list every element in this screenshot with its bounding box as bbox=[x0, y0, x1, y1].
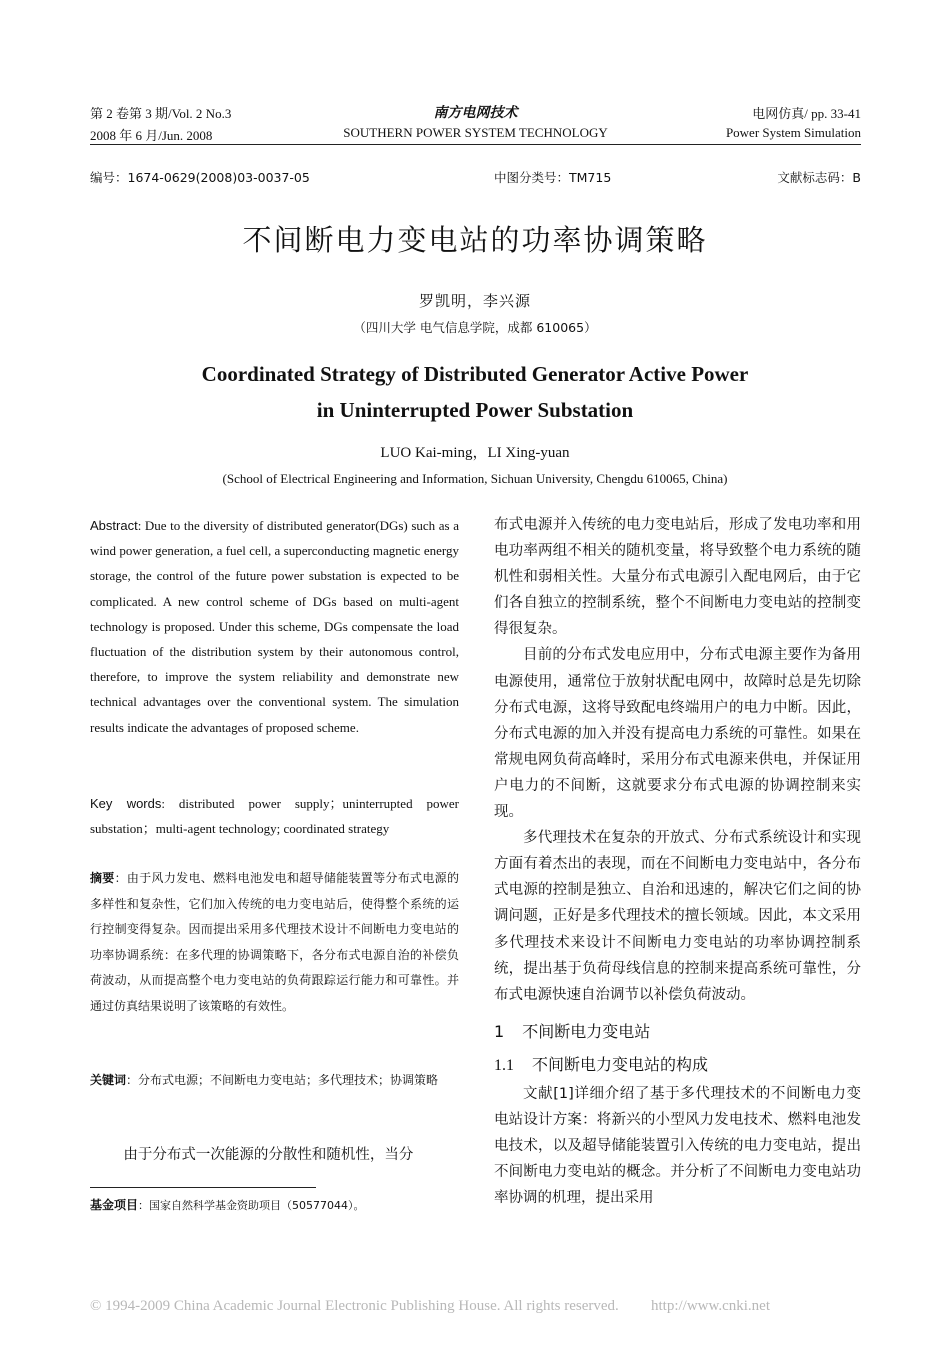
header-volume: 第 2 卷第 3 期/Vol. 2 No.3 bbox=[90, 106, 232, 121]
section-1-1-number: 1.1 bbox=[494, 1056, 514, 1074]
abstract-cn bbox=[90, 866, 459, 1020]
affiliation-en: (School of Electrical Engineering and Information, Sichuan University, Chengdu 610065, China) bbox=[222, 471, 728, 486]
keywords-cn-label: 关键词 bbox=[90, 1073, 127, 1087]
title-en-line2: in Uninterrupted Power Substation bbox=[316, 398, 634, 422]
journal-name-cn: 南方电网技术 bbox=[433, 105, 518, 121]
abstract-en bbox=[90, 513, 459, 740]
authors-en: LUO Kai-ming，LI Xing-yuan bbox=[380, 445, 570, 461]
header-date: 2008 年 6 月/Jun. 2008 bbox=[90, 128, 213, 143]
document-code: 文献标志码：B bbox=[777, 170, 861, 185]
funding-text: ：国家自然科学基金资助项目（50577044）。 bbox=[138, 1199, 365, 1212]
classification-number: 中图分类号：TM715 bbox=[494, 170, 612, 185]
paragraph-3: 多代理技术在复杂的开放式、分布式系统设计和实现方面有着杰出的表现，而在不间断电力变电站中，各分布式电源的控制是独立、自治和迅速的，解决它们之间的协调问题，正好是多代理技术的擅长领域。因此，本文采用多代理技术来设计不间断电力变电站的功率协调控制系统，提出基于负荷母线信息的控制来提高系统可靠性，分布式电源快速自治调节以补偿负荷波动。 bbox=[494, 830, 861, 1003]
abstract-cn-label: 摘要 bbox=[90, 871, 115, 885]
header-section-pages: 电网仿真/ pp. 33-41 bbox=[752, 106, 861, 121]
section-1-title: 不间断电力变电站 bbox=[522, 1021, 651, 1041]
header-rule bbox=[90, 144, 861, 145]
paragraph-2: 目前的分布式发电应用中，分布式电源主要作为备用电源使用，通常位于放射状配电网中，故障时总是先切除分布式电源，这将导致配电终端用户的电力中断。因此，分布式电源的加入并没有提高电力系统的可靠性。如果在常规电网负荷高峰时，采用分布式电源来供电，并保证用户电力的不间断，这就要求分布式电源的协调控制来实现。 bbox=[494, 647, 861, 821]
journal-name-en: SOUTHERN POWER SYSTEM TECHNOLOGY bbox=[343, 125, 608, 140]
abstract-cn-text: ：由于风力发电、燃料电池发电和超导储能装置等分布式电源的多样性和复杂性，它们加入传统的电力变电站后，使得整个系统的运行控制变得复杂。因而提出采用多代理技术设计不间断电力变电站的功率协调系统：在多代理的协调策略下，各分布式电源自治的补偿负荷波动，从而提高整个电力变电站的负荷跟踪运行能力和可靠性。并通过仿真结果说明了该策略的有效性。 bbox=[90, 871, 459, 1013]
authors-cn: 罗凯明，李兴源 bbox=[418, 292, 531, 310]
funding-label: 基金项目 bbox=[90, 1198, 139, 1212]
header-section-en: Power System Simulation bbox=[725, 125, 861, 140]
keywords-cn-text: ：分布式电源；不间断电力变电站；多代理技术；协调策略 bbox=[126, 1073, 439, 1087]
keywords-cn bbox=[90, 1068, 459, 1094]
title-cn: 不间断电力变电站的功率协调策略 bbox=[242, 223, 708, 257]
section-1-1-title: 不间断电力变电站的构成 bbox=[532, 1054, 709, 1074]
keywords-label: Key words bbox=[90, 796, 162, 811]
cnki-url[interactable]: http://www.cnki.net bbox=[651, 1298, 771, 1314]
paragraph-1: 布式电源并入传统的电力变电站后，形成了发电功率和用电功率两组不相关的随机变量，将导致整个电力系统的随机性和弱相关性。大量分布式电源引入配电网后，由于它们各自独立的控制系统，整个不间断电力变电站的控制变得很复杂。 bbox=[494, 517, 861, 638]
affiliation-cn: （四川大学 电气信息学院，成都 610065） bbox=[353, 320, 597, 335]
abstract-text: : Due to the diversity of distributed generator(DGs) such as a wind power generation, a fuel cell, a superconducting magnetic energy storage, the control of the future power substation is expected to be complicated. A new control scheme of DGs based on multi-agent technology is proposed. Under this scheme, DGs compensate the load fluctuation of the distribution system by their autonomous control, therefore, to improve the system reliability and demonstrate new technical advantages over the conventional system. The simulation results indicate the advantages of proposed scheme. bbox=[90, 518, 459, 735]
right-column bbox=[494, 512, 861, 1211]
funding-note bbox=[90, 1196, 459, 1213]
section-1-1-heading bbox=[494, 1050, 861, 1081]
footnote-rule bbox=[90, 1187, 316, 1188]
section-1-number: 1 bbox=[494, 1021, 505, 1041]
abstract-label: Abstract bbox=[90, 518, 138, 533]
paragraph-4: 文献[1]详细介绍了基于多代理技术的不间断电力变电站设计方案：将新兴的小型风力发电技术、燃料电池发电技术，以及超导储能装置引入传统的电力变电站，提出不间断电力变电站的概念。并分析了不间断电力变电站功率协调的机理，提出采用 bbox=[494, 1085, 861, 1207]
intro-first-line: 由于分布式一次能源的分散性和随机性，当分 bbox=[123, 1147, 414, 1163]
serial-number: 编号：1674-0629(2008)03-0037-05 bbox=[90, 170, 310, 185]
copyright-notice: © 1994-2009 China Academic Journal Electronic Publishing House. All rights reserved. bbox=[90, 1298, 619, 1314]
keywords-text: : distributed power supply；uninterrupted power substation；multi-agent technology; coordinated strategy bbox=[90, 796, 459, 837]
section-1-heading bbox=[494, 1017, 861, 1047]
title-en-line1: Coordinated Strategy of Distributed Generator Active Power bbox=[201, 362, 749, 386]
keywords-en bbox=[90, 791, 459, 841]
